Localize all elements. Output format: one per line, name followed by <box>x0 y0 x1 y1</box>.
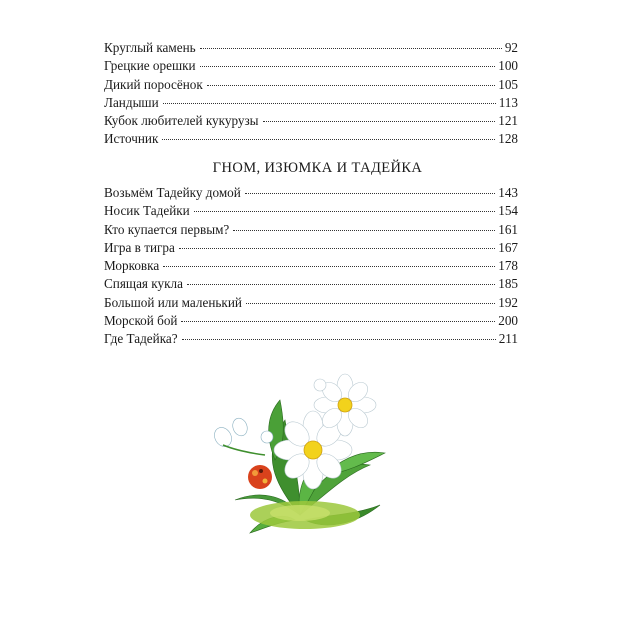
toc-entry[interactable] <box>104 239 518 257</box>
toc-entry[interactable] <box>104 202 518 220</box>
toc-entry-page: 161 <box>498 221 518 237</box>
dot-leader <box>263 121 496 122</box>
dot-leader <box>162 139 495 140</box>
toc-list-top <box>104 39 518 149</box>
toc-entry-page: 143 <box>498 185 518 200</box>
toc-entry-page: 200 <box>498 313 518 329</box>
toc-entry[interactable] <box>104 112 518 130</box>
toc-entry-title: Кубок любителей кукурузы <box>104 113 259 129</box>
dot-leader <box>200 48 502 49</box>
toc-entry-title: Морковка <box>104 258 160 274</box>
dot-leader <box>194 211 495 212</box>
dot-leader <box>163 266 495 267</box>
toc-entry[interactable] <box>104 221 518 239</box>
toc-list-bottom <box>104 184 518 349</box>
toc-entry-page: 192 <box>498 294 518 310</box>
toc-entry[interactable] <box>104 330 518 348</box>
toc-entry-title: Где Тадейка? <box>104 331 178 347</box>
toc-entry-title: Игра в тигра <box>104 239 175 255</box>
toc-entry[interactable] <box>104 294 518 312</box>
section-heading: ГНОМ, ИЗЮМКА И ТАДЕЙКА <box>212 160 423 176</box>
dot-leader <box>181 321 495 322</box>
toc-entry[interactable] <box>104 76 518 94</box>
toc-entry[interactable] <box>104 184 518 202</box>
dot-leader <box>207 85 495 86</box>
toc-entry[interactable] <box>104 257 518 275</box>
dot-leader <box>179 248 495 249</box>
toc-entry-page: 178 <box>498 258 518 274</box>
toc-entry-page: 167 <box>498 239 518 255</box>
toc-entry-page: 113 <box>498 94 518 110</box>
toc-entry-title: Спящая кукла <box>104 276 183 292</box>
dot-leader <box>246 303 495 304</box>
dot-leader <box>163 103 496 104</box>
toc-entry-page: 154 <box>498 203 518 219</box>
toc-entry[interactable] <box>104 39 518 57</box>
toc-entry[interactable] <box>104 57 518 75</box>
toc-entry-title: Носик Тадейки <box>104 203 190 219</box>
toc-entry-page: 100 <box>498 58 518 74</box>
toc-entry-title: Возьмём Тадейку домой <box>104 185 241 200</box>
dot-leader <box>245 193 495 194</box>
toc-entry-title: Источник <box>104 131 159 147</box>
toc-entry-title: Морской бой <box>104 313 178 329</box>
toc-entry-title: Круглый камень <box>104 40 196 55</box>
toc-entry[interactable] <box>104 275 518 293</box>
toc-entry-page: 105 <box>498 76 518 92</box>
dot-leader <box>200 66 496 67</box>
toc-entry-title: Дикий поросёнок <box>104 76 203 92</box>
toc-entry[interactable] <box>104 312 518 330</box>
toc-entry-page: 128 <box>498 131 518 147</box>
toc-entry-title: Ландыши <box>104 94 159 110</box>
toc-entry-title: Кто купается первым? <box>104 221 230 237</box>
toc-entry-title: Большой или маленький <box>104 294 242 310</box>
dot-leader <box>233 230 495 231</box>
flower-bouquet-icon <box>205 365 395 535</box>
toc-entry-page: 92 <box>504 40 518 55</box>
toc-entry-page: 121 <box>498 113 518 129</box>
toc-entry-title: Грецкие орешки <box>104 58 196 74</box>
toc-entry-page: 211 <box>498 331 518 347</box>
dot-leader <box>182 339 496 340</box>
toc-entry[interactable] <box>104 130 518 148</box>
toc-entry[interactable] <box>104 94 518 112</box>
toc-entry-page: 185 <box>498 276 518 292</box>
dot-leader <box>187 284 495 285</box>
